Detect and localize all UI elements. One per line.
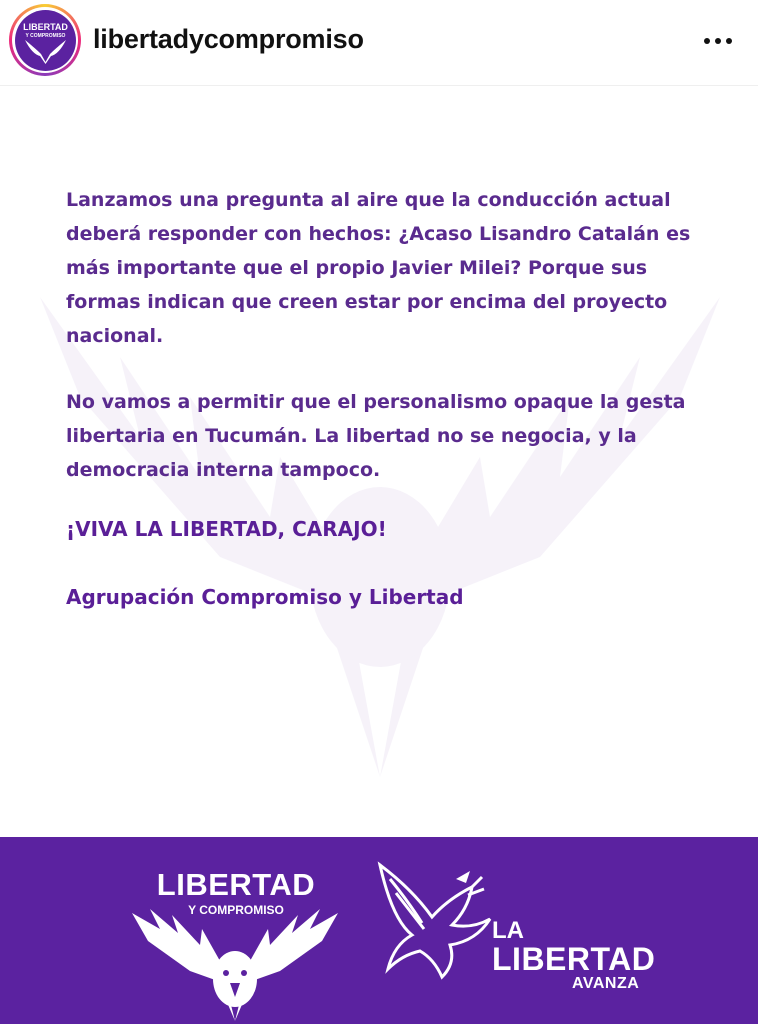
libertad-y-compromiso-logo — [130, 863, 340, 1023]
slogan: ¡VIVA LA LIBERTAD, CARAJO! — [66, 517, 387, 541]
more-horizontal-icon — [703, 37, 733, 45]
paragraph-1: Lanzamos una pregunta al aire que la conducción actual deberá responder con hechos: ¿Acaso Lisandro Catalán es más importante que el propio Javier Milei? Porque sus formas indican que creen estar por encima del proyecto nacional. — [66, 189, 691, 347]
avatar-text-line1: LIBERTAD — [22, 21, 68, 32]
signature: Agrupación Compromiso y Libertad — [66, 585, 464, 609]
post-image — [0, 87, 758, 1024]
eagle-wings-icon — [130, 863, 340, 1023]
avatar-text-line2: Y COMPROMISO — [25, 32, 65, 39]
post-text — [66, 183, 706, 609]
right-logo-line1: LA — [492, 917, 524, 944]
eagle-icon — [372, 859, 502, 989]
post-header — [0, 0, 758, 86]
more-options-button[interactable] — [696, 24, 740, 58]
avatar-logo — [15, 10, 76, 71]
paragraph-2: No vamos a permitir que el personalismo opaque la gesta libertaria en Tucumán. La libertad no se negocia, y la democracia interna tampoco. — [66, 391, 686, 481]
eagle-logo-icon — [15, 10, 76, 71]
username[interactable]: libertadycompromiso — [93, 24, 364, 54]
left-logo-line2: Y COMPROMISO — [188, 903, 284, 917]
right-logo-line2: LIBERTAD — [492, 941, 656, 977]
left-logo-line1: LIBERTAD — [156, 867, 316, 902]
right-logo-line3: AVANZA — [572, 975, 640, 992]
footer-banner — [0, 837, 758, 1024]
la-libertad-avanza-logo — [372, 859, 656, 992]
avatar[interactable] — [9, 4, 81, 76]
